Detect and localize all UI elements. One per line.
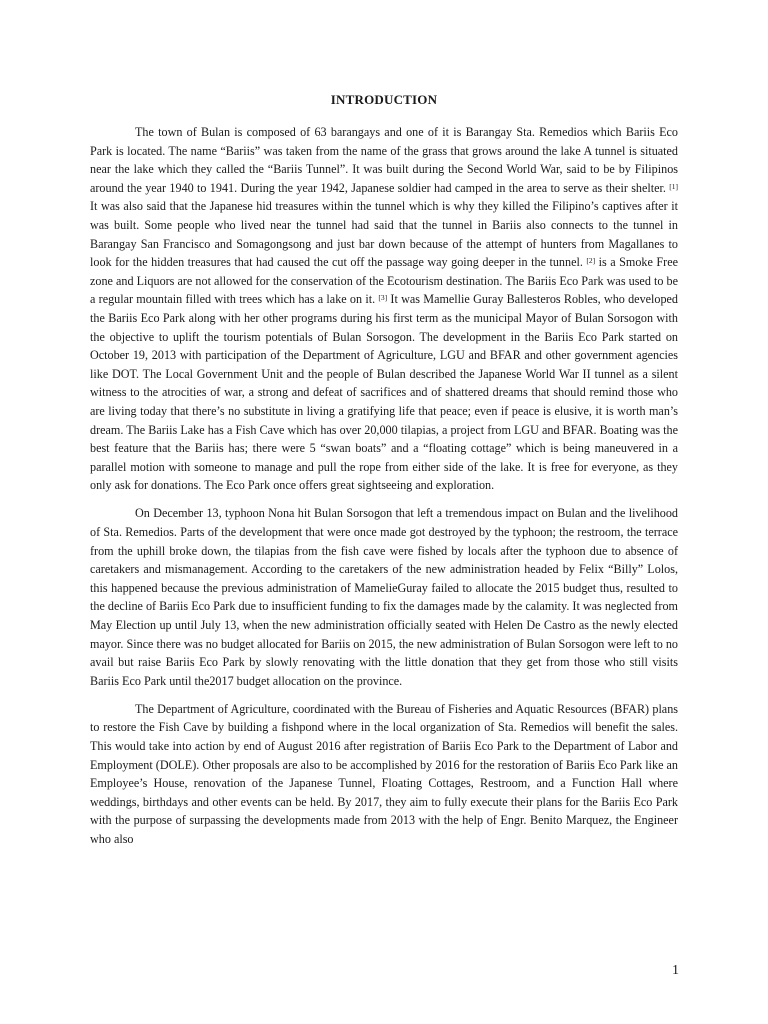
citation-ref: [2]: [586, 256, 596, 266]
page-number: 1: [672, 963, 679, 978]
paragraph-3: The Department of Agriculture, coordinated with the Bureau of Fisheries and Aquatic Resources (BFAR) plans to restore the Fish Cave by building a fishpond where in the local organization of Sta. Remedios will benefit the sales. This would take into action by end of August 2016 after registration of Bariis Eco Park to the Department of Labor and Employment (DOLE). Other proposals are also to be accomplished by 2016 for the restoration of Bariis Eco Park like an Employee’s House, renovation of the Japanese Tunnel, Floating Cottages, Restroom, and a Function Hall where weddings, birthdays and other events can be held. By 2017, they aim to fully execute their plans for the Bariis Eco Park with the purpose of surpassing the developments made from 2013 with the help of Engr. Benito Marquez, the Engineer who also: [90, 701, 678, 846]
paragraph-2: On December 13, typhoon Nona hit Bulan Sorsogon that left a tremendous impact on Bulan and the livelihood of Sta. Remedios. Parts of the development that were once made got destroyed by the typhoon; the restroom, the terrace from the uphill broke down, the tilapias from the fish cave were fished by locals after the typhoon due to absence of caretakers and mismanagement. According to the caretakers of the new administration headed by Felix “Billy” Lolos, this happened because the previous administration of MamelieGuray failed to allocate the 2015 budget thus, resulted to the decline of Bariis Eco Park due to insufficient funding to fix the damages made by the calamity. It was neglected from May Election up until July 13, when the new administration officially seated with Helen De Castro as the newly elected mayor. Since there was no budget allocated for Bariis on 2015, the new administration of Bulan Sorsogon were left to no avail but raise Bariis Eco Park by slowly renovating with the little donation that they get from those who still visits Bariis Eco Park until the2017 budget allocation on the province.: [90, 506, 678, 688]
paragraph-1: The town of Bulan is composed of 63 barangays and one of it is Barangay Sta. Remedios which Bariis Eco Park is located. The name “Bariis” was taken from the name of the grass that grows around the lake A tunnel is situated near the lake which they called the “Bariis Tunnel”. It was built during the Second World War, said to be by Filipinos around the year 1940 to 1941. During the year 1942, Japanese soldier had camped in the area to serve as their shelter. [1] It was also said that the Japanese hid treasures within the tunnel which is why they killed the Filipino’s captives after it was built. Some people who lived near the tunnel had said that the tunnel in Bariis also connects to the tunnel in Barangay San Francisco and Somagongsong and just bar down because of the attempt of hunters from Magallanes to look for the hidden treasures that had caused the cut off the passage way going deeper in the tunnel. [2] is a Smoke Free zone and Liquors are not allowed for the conservation of the Ecotourism destination. The Bariis Eco Park was used to be a regular mountain filled with trees which has a lake on it. [3] It was Mamellie Guray Ballesteros Robles, who developed the Bariis Eco Park along with her other programs during his first term as the municipal Mayor of Bulan Sorsogon with the objective to uplift the tourism potentials of Bulan Sorsogon. The development in the Bariis Eco Park started on October 19, 2013 with participation of the Department of Agriculture, LGU and BFAR and other government agencies like DOT. The Local Government Unit and the people of Bulan described the Japanese World War II tunnel as a silent witness to the atrocities of war, a strong and defeat of sacrifices and of shattered dreams that should remind those who are living today that there’s no substitute in living a gratifying life that peace; even if peace is elusive, it is worth man’s dream. The Bariis Lake has a Fish Cave which has over 20,000 tilapias, a project from LGU and BFAR. Boating was the best feature that the Bariis has; there were 5 “swan boats” and a “floating cottage” which is being maneuvered in a parallel motion with someone to manage and pull the rope from either side of the lake. It is free for everyone, as they only ask for donations. The Eco Park once offers great sightseeing and exploration.: [90, 125, 678, 493]
citation-ref: [1]: [669, 181, 678, 191]
document-body: [90, 123, 678, 858]
page-title: INTRODUCTION: [330, 92, 438, 107]
citation-ref: [3]: [378, 293, 388, 303]
